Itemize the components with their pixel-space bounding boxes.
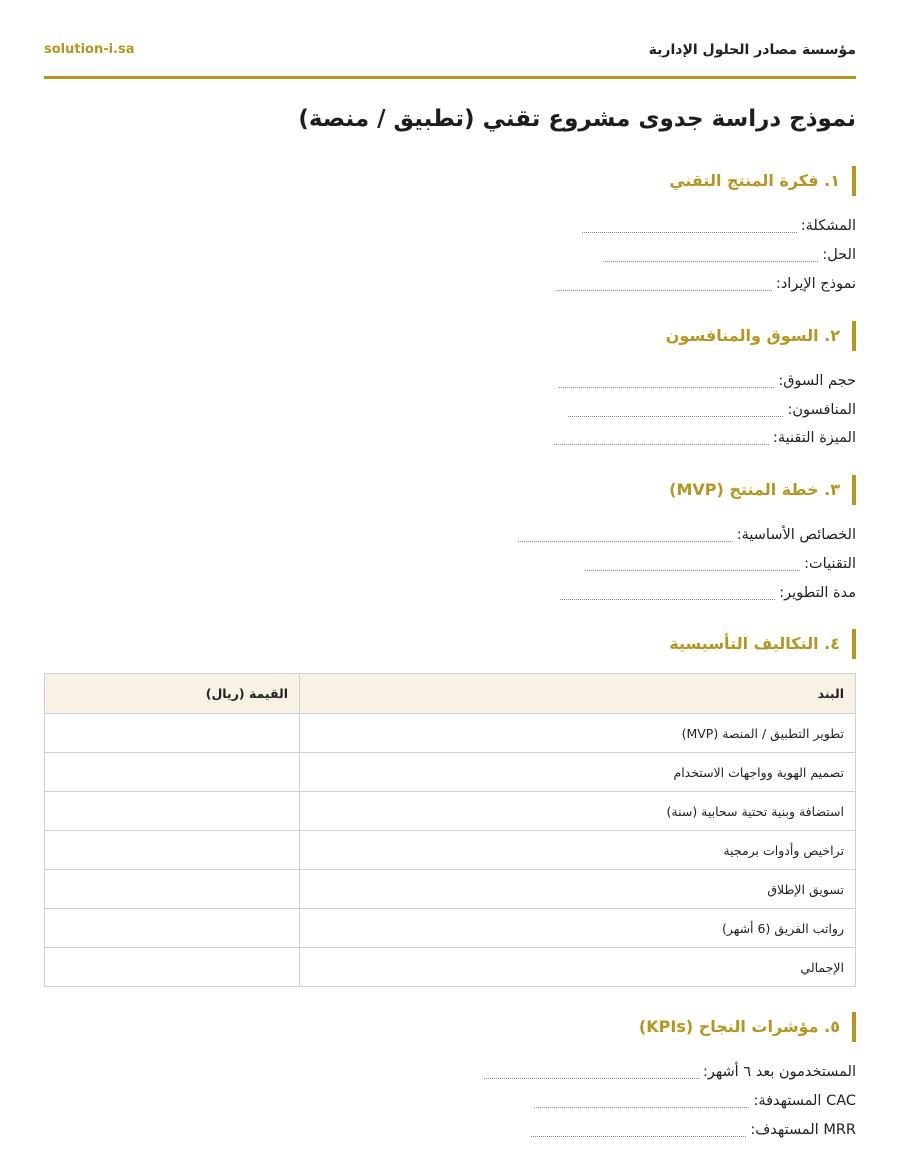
field-target-mrr [531, 1120, 856, 1140]
field-target-cac [534, 1091, 856, 1111]
table-row [45, 753, 856, 792]
field-core-features [518, 525, 856, 545]
document-title: نموذج دراسة جدوى مشروع تقني (تطبيق / منصة) [298, 106, 856, 132]
cost-value-cell[interactable] [45, 753, 300, 792]
cost-item-cell: استضافة وبنية تحتية سحابية (سنة) [300, 792, 856, 831]
blank-line[interactable] [484, 1066, 699, 1079]
page-header [44, 36, 856, 79]
cost-value-cell[interactable] [45, 831, 300, 870]
field-competitors [568, 400, 856, 420]
cost-value-cell[interactable] [45, 909, 300, 948]
blank-line[interactable] [568, 404, 783, 417]
field-label: مدة التطوير: [779, 585, 856, 601]
field-development-duration [560, 583, 856, 603]
blank-line[interactable] [518, 529, 733, 542]
cost-value-cell[interactable] [45, 948, 300, 987]
column-header-value: القيمة (ريال) [45, 674, 300, 714]
section-heading-mvp-plan: ٣. خطة المنتج (MVP) [669, 475, 856, 505]
field-label: المستخدمون بعد ٦ أشهر: [702, 1064, 856, 1080]
section-heading-market: ٢. السوق والمنافسون [666, 321, 856, 351]
blank-line[interactable] [531, 1124, 746, 1137]
field-technologies [585, 554, 856, 574]
costs-table [44, 673, 856, 987]
table-row [45, 714, 856, 753]
website-link[interactable]: solution-i.sa [44, 42, 135, 57]
blank-line[interactable] [534, 1095, 749, 1108]
field-solution [603, 245, 856, 265]
table-row [45, 831, 856, 870]
blank-line[interactable] [559, 375, 774, 388]
field-market-size [559, 371, 856, 391]
field-label: حجم السوق: [778, 373, 856, 389]
blank-line[interactable] [582, 220, 797, 233]
table-row-total [45, 948, 856, 987]
field-label: التقنيات: [804, 556, 856, 572]
cost-item-cell: تسويق الإطلاق [300, 870, 856, 909]
field-users-after-6-months [484, 1062, 856, 1082]
table-row [45, 909, 856, 948]
field-technical-advantage [554, 428, 856, 448]
section-heading-costs: ٤. التكاليف التأسيسية [669, 629, 856, 659]
field-label: المنافسون: [787, 402, 856, 418]
cost-value-cell[interactable] [45, 870, 300, 909]
cost-item-cell: رواتب الفريق (6 أشهر) [300, 909, 856, 948]
cost-item-cell: تطوير التطبيق / المنصة (MVP) [300, 714, 856, 753]
blank-line[interactable] [560, 587, 775, 600]
column-header-item: البند [300, 674, 856, 714]
field-label: الميزة التقنية: [773, 430, 856, 446]
section-heading-kpis: ٥. مؤشرات النجاح (KPIs) [639, 1012, 856, 1042]
field-label: نموذج الإيراد: [775, 276, 856, 292]
table-header-row [45, 674, 856, 714]
table-row [45, 870, 856, 909]
field-label: MRR المستهدف: [750, 1122, 856, 1138]
blank-line[interactable] [554, 432, 769, 445]
cost-value-cell[interactable] [45, 714, 300, 753]
field-label: CAC المستهدفة: [753, 1093, 856, 1109]
cost-item-cell: تراخيص وأدوات برمجية [300, 831, 856, 870]
cost-item-cell: الإجمالي [300, 948, 856, 987]
cost-item-cell: تصميم الهوية وواجهات الاستخدام [300, 753, 856, 792]
field-label: المشكلة: [800, 218, 856, 234]
field-problem [582, 216, 856, 236]
field-label: الخصائص الأساسية: [736, 527, 856, 543]
section-heading-product-idea: ١. فكرة المنتج التقني [669, 166, 856, 196]
blank-line[interactable] [585, 558, 800, 571]
blank-line[interactable] [603, 249, 818, 262]
blank-line[interactable] [557, 278, 772, 291]
field-label: الحل: [822, 247, 856, 263]
table-row [45, 792, 856, 831]
cost-value-cell[interactable] [45, 792, 300, 831]
organization-name: مؤسسة مصادر الحلول الإدارية [648, 42, 856, 58]
field-revenue-model [557, 274, 856, 294]
